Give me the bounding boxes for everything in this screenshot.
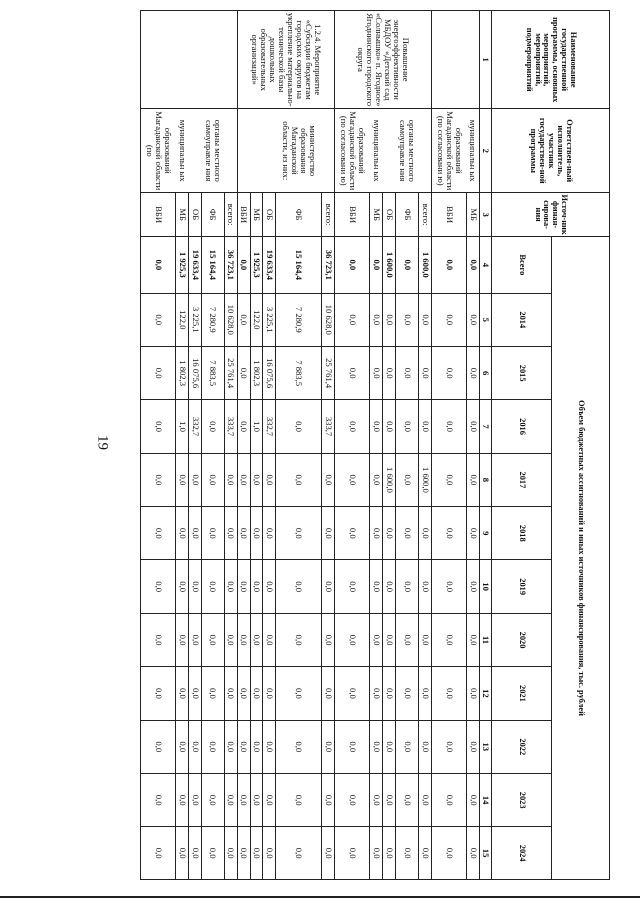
row-total: 0,0 — [370, 237, 383, 294]
row-year-value: 0,0 — [396, 720, 419, 773]
row-total: 15 164,4 — [201, 237, 224, 294]
row-year-value: 0,0 — [263, 827, 276, 880]
row-year-value: 0,0 — [431, 720, 466, 773]
table-row — [201, 11, 224, 880]
row-year-value: 0,0 — [383, 827, 396, 880]
row-year-value: 1 600,0 — [383, 453, 396, 506]
row-name — [431, 11, 479, 109]
row-year-value: 0,0 — [176, 827, 189, 880]
row-year-value: 0,0 — [263, 613, 276, 666]
row-executor — [237, 109, 250, 193]
row-year-value: 0,0 — [201, 720, 224, 773]
row-executor: образований Магаданской области (по согласовани ю) — [431, 109, 466, 193]
row-year-value: 0,0 — [335, 400, 370, 453]
row-year-value: 0,0 — [383, 400, 396, 453]
row-year-value: 0,0 — [335, 773, 370, 826]
row-year-value: 0,0 — [370, 293, 383, 346]
header-executor: Ответствен-ный исполнитель, участник государствен-ной программы — [492, 109, 610, 193]
row-year-value: 0,0 — [176, 453, 189, 506]
row-year-value: 0,0 — [370, 667, 383, 720]
row-year-value: 0,0 — [419, 667, 432, 720]
row-year-value: 0,0 — [237, 613, 250, 666]
row-executor — [189, 109, 202, 193]
row-name — [141, 11, 238, 109]
row-year-value: 7 280,9 — [276, 293, 322, 346]
row-year-value: 0,0 — [396, 827, 419, 880]
row-year-value: 122,0 — [176, 293, 189, 346]
row-year-value: 0,0 — [322, 827, 335, 880]
row-year-value: 0,0 — [335, 507, 370, 560]
row-total: 0,0 — [141, 237, 176, 294]
header-year: 2022 — [492, 720, 552, 773]
row-source: ФБ — [396, 193, 419, 237]
row-year-value: 0,0 — [322, 453, 335, 506]
header-year: 2023 — [492, 773, 552, 826]
row-year-value: 0,0 — [431, 293, 466, 346]
row-year-value: 0,0 — [431, 827, 466, 880]
row-year-value: 0,0 — [276, 720, 322, 773]
row-year-value: 0,0 — [396, 773, 419, 826]
row-executor — [419, 109, 432, 193]
row-executor — [383, 109, 396, 193]
row-source: всего: — [419, 193, 432, 237]
column-number: 2 — [480, 109, 492, 193]
table-row — [419, 11, 432, 880]
row-year-value: 0,0 — [250, 613, 263, 666]
row-year-value: 0,0 — [467, 667, 480, 720]
column-number: 13 — [480, 720, 492, 773]
header-source: Источ-ник финан-сирова-ния — [492, 193, 610, 237]
row-year-value: 0,0 — [383, 293, 396, 346]
row-year-value: 0,0 — [335, 453, 370, 506]
row-year-value: 0,0 — [201, 613, 224, 666]
row-year-value: 0,0 — [237, 827, 250, 880]
column-number: 1 — [480, 11, 492, 109]
row-year-value: 0,0 — [370, 773, 383, 826]
table-row — [467, 11, 480, 880]
column-number: 12 — [480, 667, 492, 720]
row-year-value: 0,0 — [419, 720, 432, 773]
row-year-value: 0,0 — [396, 293, 419, 346]
page-number: 19 — [94, 435, 111, 450]
row-year-value: 0,0 — [431, 507, 466, 560]
row-year-value: 0,0 — [176, 613, 189, 666]
row-source: ФБ — [276, 193, 322, 237]
row-year-value: 0,0 — [396, 507, 419, 560]
row-source: МБ — [250, 193, 263, 237]
row-year-value: 0,0 — [370, 453, 383, 506]
row-year-value: 0,0 — [370, 613, 383, 666]
row-year-value: 0,0 — [276, 827, 322, 880]
row-executor — [225, 109, 238, 193]
row-year-value: 0,0 — [383, 667, 396, 720]
row-executor: муниципальн ых — [370, 109, 383, 193]
row-total: 15 164,4 — [276, 237, 322, 294]
column-number: 6 — [480, 346, 492, 399]
row-year-value: 0,0 — [141, 667, 176, 720]
row-year-value: 332,7 — [189, 400, 202, 453]
row-source: ВБИ — [335, 193, 370, 237]
table-row — [141, 11, 176, 880]
row-executor: органы местного самоуправле ния — [201, 109, 224, 193]
row-year-value: 0,0 — [250, 453, 263, 506]
row-year-value: 0,0 — [263, 453, 276, 506]
row-executor: муниципальн ых — [176, 109, 189, 193]
row-year-value: 0,0 — [201, 453, 224, 506]
header-year: 2019 — [492, 560, 552, 613]
row-year-value: 0,0 — [263, 667, 276, 720]
row-year-value: 0,0 — [396, 667, 419, 720]
row-year-value: 0,0 — [141, 346, 176, 399]
row-year-value: 0,0 — [431, 773, 466, 826]
row-year-value: 0,0 — [141, 507, 176, 560]
header-funding: Объем бюджетных ассигнований и иных источников финансирования, тыс. рублей — [552, 237, 610, 880]
row-year-value: 0,0 — [431, 667, 466, 720]
table-row — [176, 11, 189, 880]
row-year-value: 0,0 — [276, 560, 322, 613]
funding-table — [140, 10, 610, 880]
row-year-value: 1 600,0 — [419, 453, 432, 506]
row-year-value: 16 075,6 — [263, 346, 276, 399]
row-year-value: 122,0 — [250, 293, 263, 346]
table-row — [250, 11, 263, 880]
row-year-value: 0,0 — [396, 613, 419, 666]
column-number: 10 — [480, 560, 492, 613]
row-year-value: 0,0 — [189, 613, 202, 666]
row-year-value: 1 802,3 — [250, 346, 263, 399]
row-total: 0,0 — [431, 237, 466, 294]
row-year-value: 0,0 — [263, 560, 276, 613]
row-year-value: 7 280,9 — [201, 293, 224, 346]
row-year-value: 0,0 — [383, 720, 396, 773]
row-total: 0,0 — [396, 237, 419, 294]
row-year-value: 0,0 — [237, 400, 250, 453]
row-year-value: 0,0 — [419, 827, 432, 880]
row-year-value: 0,0 — [141, 720, 176, 773]
row-year-value: 3 225,1 — [189, 293, 202, 346]
row-year-value: 0,0 — [141, 453, 176, 506]
row-year-value: 0,0 — [276, 667, 322, 720]
row-year-value: 0,0 — [383, 773, 396, 826]
row-year-value: 0,0 — [176, 773, 189, 826]
row-year-value: 0,0 — [225, 667, 238, 720]
row-year-value: 0,0 — [370, 827, 383, 880]
row-year-value: 0,0 — [225, 507, 238, 560]
row-year-value: 0,0 — [396, 346, 419, 399]
row-year-value: 0,0 — [237, 453, 250, 506]
row-year-value: 0,0 — [250, 560, 263, 613]
row-executor — [263, 109, 276, 193]
row-year-value: 0,0 — [201, 507, 224, 560]
row-total: 36 723,1 — [225, 237, 238, 294]
row-source: ОБ — [383, 193, 396, 237]
row-source: МБ — [176, 193, 189, 237]
row-total: 36 723,1 — [322, 237, 335, 294]
row-year-value: 0,0 — [419, 507, 432, 560]
row-year-value: 0,0 — [419, 560, 432, 613]
row-year-value: 0,0 — [201, 667, 224, 720]
row-year-value: 0,0 — [201, 827, 224, 880]
row-name: Повышение энергоэффективности МБДОУ «Детский сад «Солнышко» п. Ягодное» Ягоднинского городского округа — [335, 11, 432, 109]
row-total: 0,0 — [467, 237, 480, 294]
row-year-value: 0,0 — [141, 400, 176, 453]
row-year-value: 0,0 — [250, 720, 263, 773]
row-year-value: 0,0 — [335, 667, 370, 720]
table-row — [370, 11, 383, 880]
row-source: ВБИ — [237, 193, 250, 237]
row-year-value: 0,0 — [176, 560, 189, 613]
row-year-value: 0,0 — [250, 507, 263, 560]
table-row — [237, 11, 250, 880]
row-year-value: 0,0 — [263, 507, 276, 560]
row-total: 1 600,0 — [383, 237, 396, 294]
row-executor: органы местного самоуправле ния — [396, 109, 419, 193]
column-number: 11 — [480, 613, 492, 666]
row-year-value: 0,0 — [467, 560, 480, 613]
row-year-value: 332,7 — [263, 400, 276, 453]
row-year-value: 0,0 — [189, 507, 202, 560]
row-year-value: 0,0 — [322, 773, 335, 826]
row-year-value: 0,0 — [467, 613, 480, 666]
row-year-value: 0,0 — [201, 400, 224, 453]
row-total: 19 633,4 — [263, 237, 276, 294]
row-year-value: 0,0 — [141, 827, 176, 880]
row-year-value: 1 802,3 — [176, 346, 189, 399]
row-year-value: 0,0 — [322, 560, 335, 613]
row-year-value: 0,0 — [370, 400, 383, 453]
row-year-value: 0,0 — [467, 293, 480, 346]
row-year-value: 0,0 — [225, 560, 238, 613]
row-year-value: 0,0 — [141, 560, 176, 613]
row-year-value: 0,0 — [276, 453, 322, 506]
rotated-page — [140, 10, 610, 880]
row-year-value: 0,0 — [370, 560, 383, 613]
row-year-value: 16 075,6 — [189, 346, 202, 399]
row-year-value: 0,0 — [237, 773, 250, 826]
row-year-value: 0,0 — [141, 613, 176, 666]
row-year-value: 0,0 — [189, 720, 202, 773]
column-number: 3 — [480, 193, 492, 237]
column-number: 5 — [480, 293, 492, 346]
row-year-value: 333,7 — [322, 400, 335, 453]
row-year-value: 0,0 — [335, 346, 370, 399]
row-source: всего: — [322, 193, 335, 237]
row-year-value: 0,0 — [141, 293, 176, 346]
row-year-value: 0,0 — [383, 613, 396, 666]
row-year-value: 0,0 — [335, 560, 370, 613]
row-year-value: 0,0 — [276, 613, 322, 666]
row-total: 0,0 — [237, 237, 250, 294]
row-year-value: 0,0 — [189, 827, 202, 880]
column-number: 14 — [480, 773, 492, 826]
row-year-value: 0,0 — [263, 720, 276, 773]
table-row — [225, 11, 238, 880]
row-year-value: 0,0 — [237, 720, 250, 773]
column-number: 7 — [480, 400, 492, 453]
row-year-value: 0,0 — [176, 667, 189, 720]
header-year: 2017 — [492, 453, 552, 506]
row-year-value: 0,0 — [467, 507, 480, 560]
row-year-value: 0,0 — [189, 667, 202, 720]
row-year-value: 0,0 — [225, 773, 238, 826]
header-year: 2020 — [492, 613, 552, 666]
row-source: ОБ — [189, 193, 202, 237]
table-row — [322, 11, 335, 880]
row-year-value: 0,0 — [419, 613, 432, 666]
column-number: 9 — [480, 507, 492, 560]
row-source: всего: — [225, 193, 238, 237]
row-year-value: 1,0 — [176, 400, 189, 453]
row-year-value: 0,0 — [335, 720, 370, 773]
table-row — [263, 11, 276, 880]
header-year: 2014 — [492, 293, 552, 346]
row-year-value: 0,0 — [383, 507, 396, 560]
row-year-value: 0,0 — [263, 773, 276, 826]
row-total: 1 925,3 — [176, 237, 189, 294]
column-number: 4 — [480, 237, 492, 294]
row-executor — [250, 109, 263, 193]
row-year-value: 0,0 — [201, 773, 224, 826]
row-year-value: 10 628,0 — [322, 293, 335, 346]
row-executor: министерство образования Магаданской области, из них: — [276, 109, 322, 193]
row-total: 19 633,4 — [189, 237, 202, 294]
header-year: 2024 — [492, 827, 552, 880]
column-number: 15 — [480, 827, 492, 880]
row-year-value: 0,0 — [467, 773, 480, 826]
row-year-value: 0,0 — [370, 346, 383, 399]
row-year-value: 0,0 — [237, 507, 250, 560]
header-year: 2015 — [492, 346, 552, 399]
row-year-value: 7 883,5 — [201, 346, 224, 399]
row-year-value: 0,0 — [431, 613, 466, 666]
header-name: Наименование государственной программы, основных мероприятий, мероприятий, подмероприятий — [492, 11, 610, 109]
row-year-value: 0,0 — [419, 346, 432, 399]
table-row — [431, 11, 466, 880]
row-year-value: 0,0 — [370, 507, 383, 560]
row-source: ОБ — [263, 193, 276, 237]
row-year-value: 0,0 — [419, 293, 432, 346]
row-year-value: 0,0 — [431, 346, 466, 399]
row-total: 0,0 — [335, 237, 370, 294]
row-year-value: 25 761,4 — [322, 346, 335, 399]
row-source: ВБИ — [141, 193, 176, 237]
row-year-value: 0,0 — [431, 560, 466, 613]
bottom-rule — [0, 896, 640, 898]
row-year-value: 0,0 — [250, 773, 263, 826]
row-year-value: 333,7 — [225, 400, 238, 453]
row-year-value: 0,0 — [237, 560, 250, 613]
row-year-value: 3 225,1 — [263, 293, 276, 346]
row-year-value: 0,0 — [225, 613, 238, 666]
row-executor: муниципальн ых — [467, 109, 480, 193]
row-year-value: 0,0 — [276, 400, 322, 453]
row-source: ФБ — [201, 193, 224, 237]
row-year-value: 0,0 — [467, 400, 480, 453]
row-year-value: 0,0 — [250, 827, 263, 880]
header-year: 2021 — [492, 667, 552, 720]
row-year-value: 0,0 — [237, 346, 250, 399]
row-name: 1.2.4. Мероприятие «Субсидии бюджетам городских округов на укрепление материально-технической базы дошкольных образовательных организаций» — [237, 11, 334, 109]
header-year: 2016 — [492, 400, 552, 453]
row-year-value: 10 628,0 — [225, 293, 238, 346]
row-total: 1 925,3 — [250, 237, 263, 294]
row-year-value: 0,0 — [201, 560, 224, 613]
row-year-value: 0,0 — [467, 827, 480, 880]
table-row — [396, 11, 419, 880]
row-year-value: 0,0 — [467, 346, 480, 399]
row-year-value: 0,0 — [431, 453, 466, 506]
row-year-value: 25 761,4 — [225, 346, 238, 399]
row-year-value: 0,0 — [396, 560, 419, 613]
row-year-value: 0,0 — [431, 400, 466, 453]
row-executor: образований Магаданской области (по — [141, 109, 176, 193]
row-executor — [322, 109, 335, 193]
row-year-value: 0,0 — [225, 453, 238, 506]
table-row — [276, 11, 322, 880]
row-year-value: 0,0 — [237, 293, 250, 346]
row-year-value: 0,0 — [237, 667, 250, 720]
row-year-value: 0,0 — [419, 400, 432, 453]
row-year-value: 0,0 — [322, 613, 335, 666]
row-year-value: 0,0 — [467, 453, 480, 506]
row-year-value: 0,0 — [189, 453, 202, 506]
column-number: 8 — [480, 453, 492, 506]
row-year-value: 0,0 — [225, 827, 238, 880]
row-source: МБ — [467, 193, 480, 237]
row-year-value: 0,0 — [467, 720, 480, 773]
row-year-value: 0,0 — [396, 400, 419, 453]
row-year-value: 0,0 — [250, 667, 263, 720]
row-year-value: 0,0 — [335, 613, 370, 666]
row-year-value: 0,0 — [176, 720, 189, 773]
row-year-value: 0,0 — [141, 773, 176, 826]
row-year-value: 0,0 — [189, 560, 202, 613]
header-year: 2018 — [492, 507, 552, 560]
table-row — [335, 11, 370, 880]
row-year-value: 0,0 — [322, 720, 335, 773]
row-source: МБ — [370, 193, 383, 237]
row-year-value: 0,0 — [176, 507, 189, 560]
row-year-value: 0,0 — [396, 453, 419, 506]
row-year-value: 7 883,5 — [276, 346, 322, 399]
row-year-value: 0,0 — [322, 667, 335, 720]
table-row — [383, 11, 396, 880]
row-year-value: 0,0 — [225, 720, 238, 773]
row-year-value: 0,0 — [189, 773, 202, 826]
row-executor: образований Магаданской области (по согласовани ю) — [335, 109, 370, 193]
row-year-value: 1,0 — [250, 400, 263, 453]
row-year-value: 0,0 — [383, 346, 396, 399]
row-year-value: 0,0 — [322, 507, 335, 560]
row-year-value: 0,0 — [276, 507, 322, 560]
row-year-value: 0,0 — [335, 293, 370, 346]
row-year-value: 0,0 — [370, 720, 383, 773]
row-source: ВБИ — [431, 193, 466, 237]
row-total: 1 600,0 — [419, 237, 432, 294]
table-row — [189, 11, 202, 880]
row-year-value: 0,0 — [383, 560, 396, 613]
row-year-value: 0,0 — [335, 827, 370, 880]
header-total: Всего — [492, 237, 552, 294]
row-year-value: 0,0 — [419, 773, 432, 826]
row-year-value: 0,0 — [276, 773, 322, 826]
